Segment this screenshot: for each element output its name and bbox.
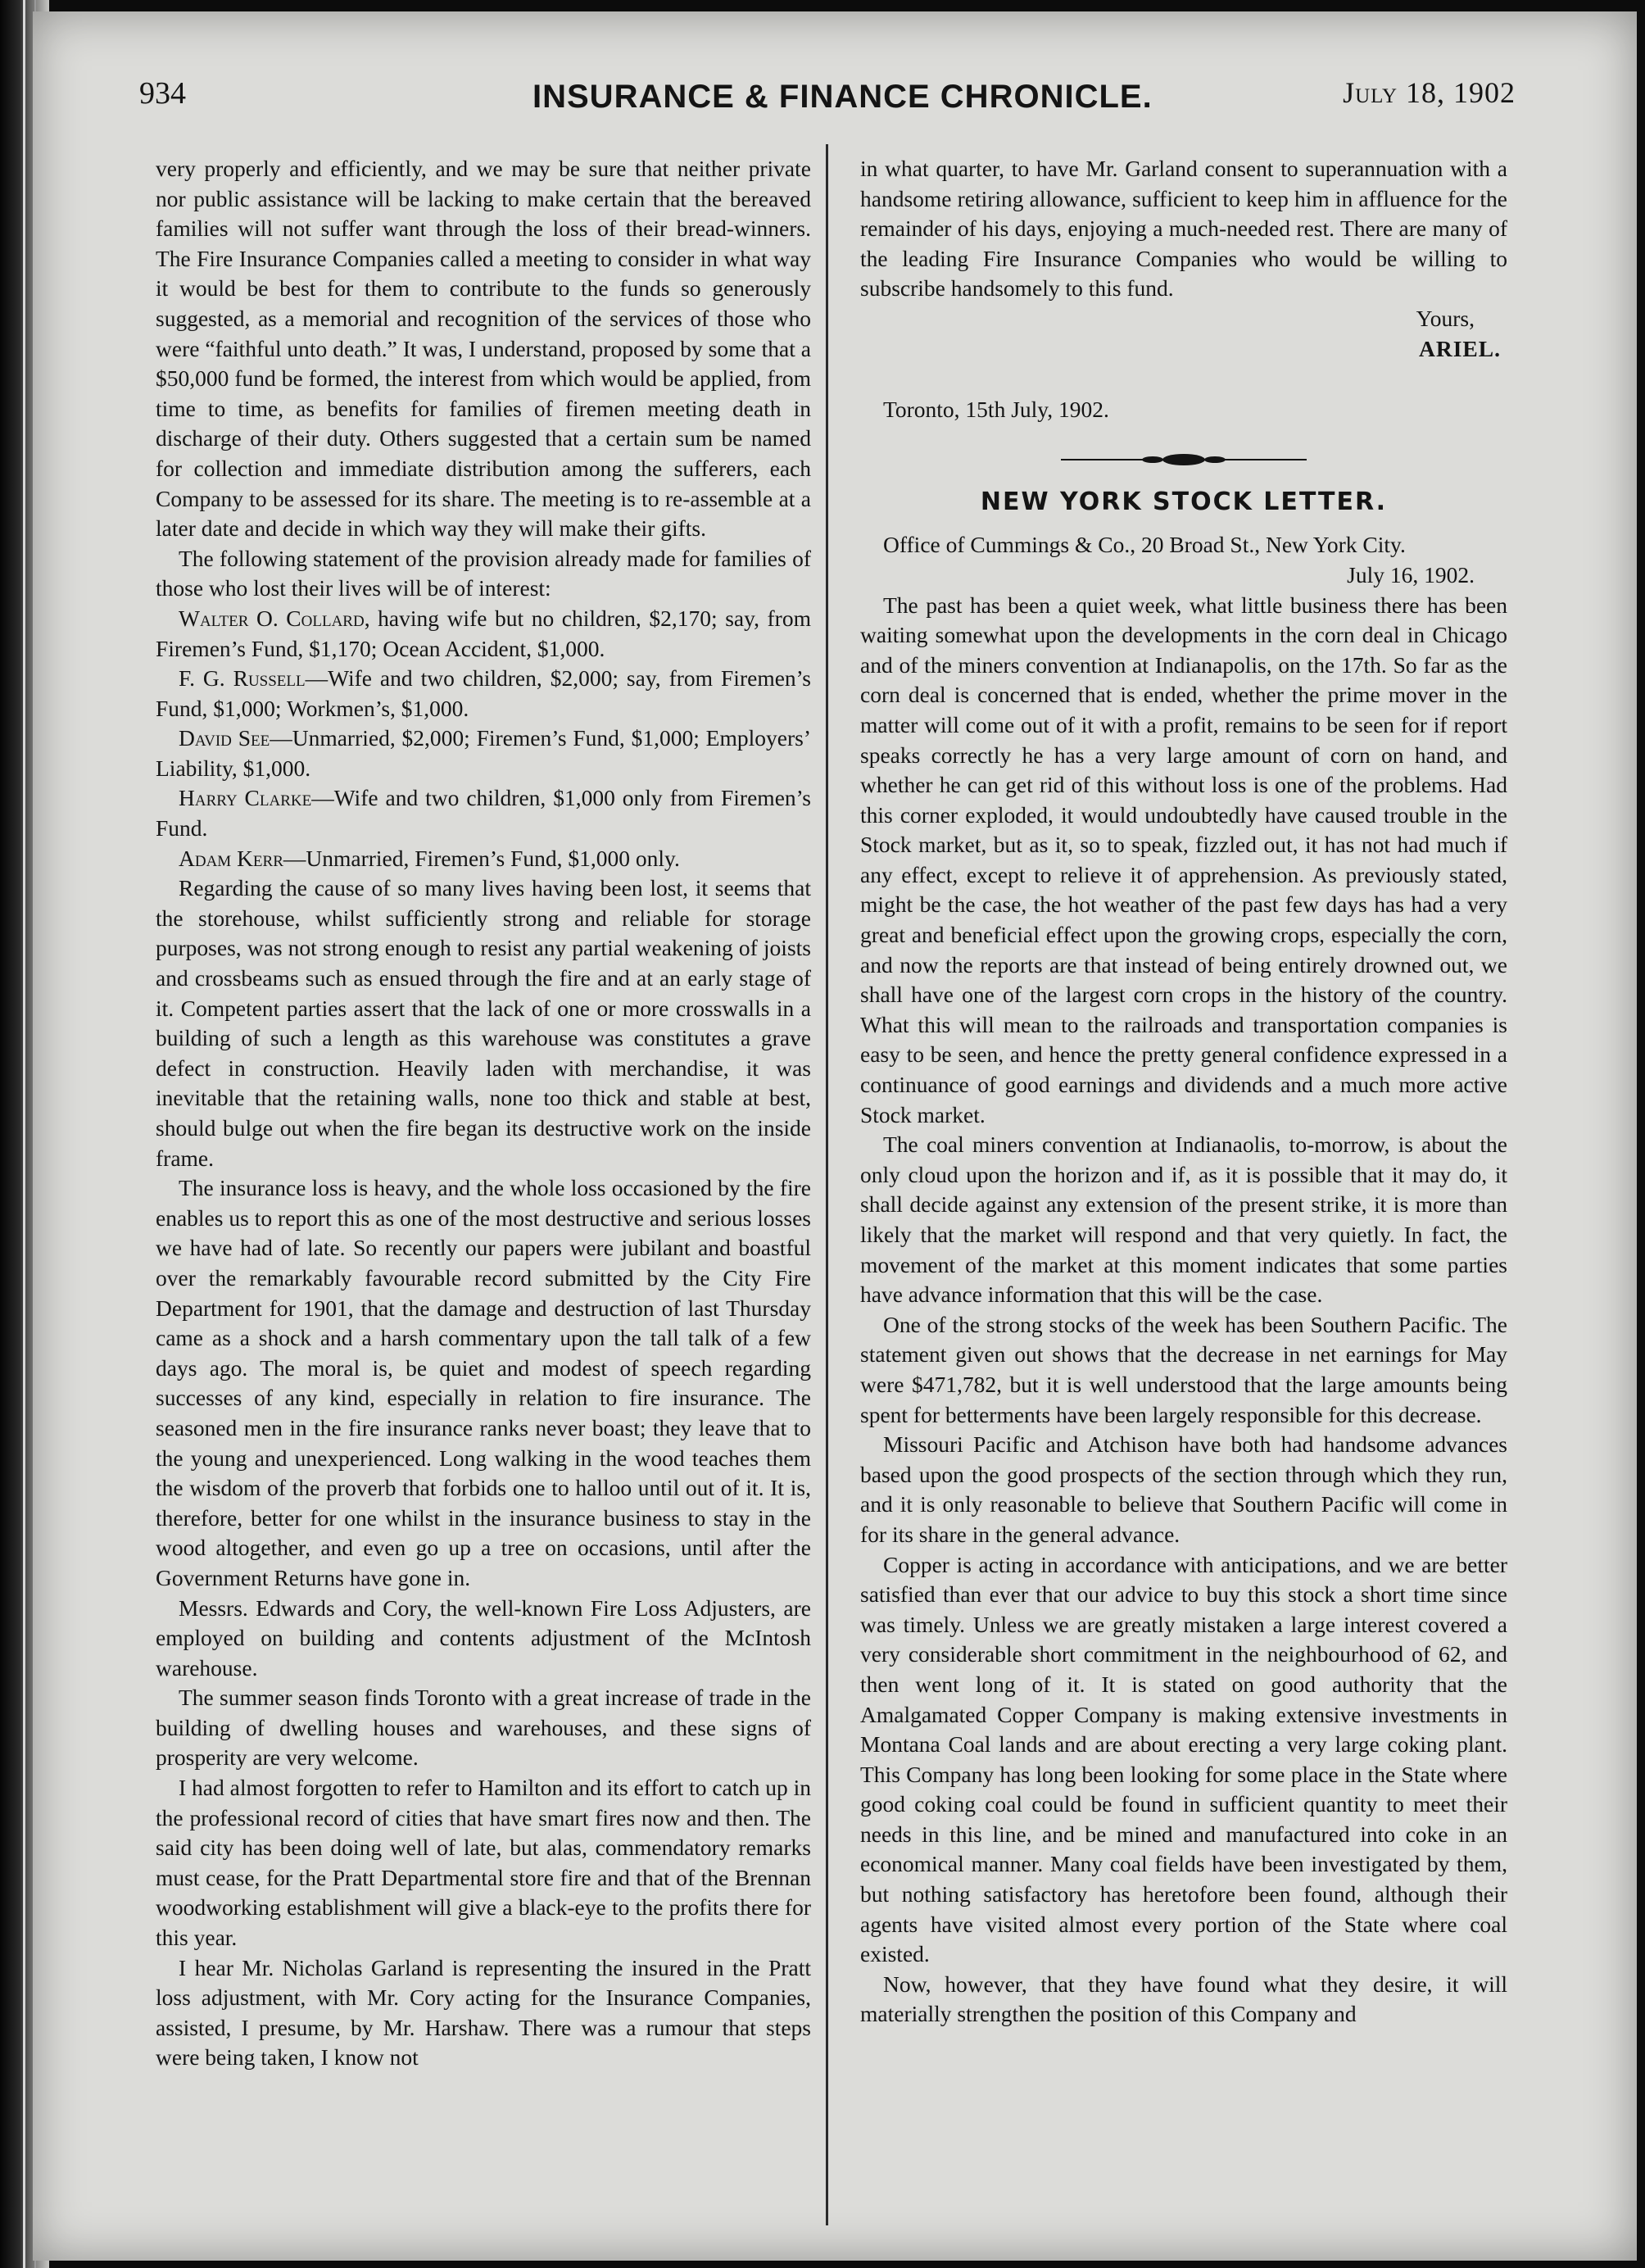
victim-entry — [156, 844, 811, 874]
publication-title: INSURANCE & FINANCE CHRONICLE. — [532, 79, 1153, 115]
victim-details: having wife but no children, $2,170; say, from Firemen’s Fund, $1,170; Ocean Accident, $1,000. — [156, 605, 811, 661]
letter-sign-off: Yours, — [1416, 305, 1475, 331]
paragraph: The insurance loss is heavy, and the whole loss occasioned by the fire enables us to report this as one of the most destructive and serious losses we have had of late. So recently our papers were jubilant and boastful over the remarkably favourable record submitted by the City Fire Department for 1901, that the damage and destruction of last Thursday came as a shock and a harsh commentary upon the tall talk of a few days ago. The moral is, be quiet and modest of speech regarding successes of any kind, especially in relation to fire insurance. The seasoned men in the fire insurance ranks never boast; they leave that to the young and unexperienced. Long walking in the wood teaches them the wisdom of the proverb that forbids one to halloo until out of it. It is, therefore, better for one whilst in the insurance business to stay in the wood altogether, and even go up a tree on occasions, until after the Government Returns have gone in. — [156, 1175, 811, 1590]
victim-details: —Wife and two children, $1,000 only from Firemen’s Fund. — [156, 785, 811, 841]
victim-entry — [156, 604, 811, 664]
paragraph: Regarding the cause of so many lives having been lost, it seems that the storehouse, whilst sufficiently strong and reliable for storage purposes, was not strong enough to resist any partial weakening of joists and crossbeams such as ensued through the fire and at an early stage of it. Competent parties assert that the lack of one or more crosswalls in a building of such a length as this warehouse was constitutes a grave defect in construction. Heavily laden with merchandise, it was inevitable that the retaining walls, none too thick and stable at best, should bulge out when the fire began its destructive work on the inside frame. — [156, 875, 811, 1171]
paragraph: One of the strong stocks of the week has been Southern Pacific. The statement given out shows that the decrease in net earnings for May were $471,782, but it is well understood that the large amounts being spent for betterments have been largely responsible for this decrease. — [860, 1311, 1507, 1427]
victim-name: Harry Clarke — [179, 785, 312, 811]
paragraph: I hear Mr. Nicholas Garland is representing the insured in the Pratt loss adjustment, with Mr. Cory acting for the Insurance Companies, assisted, I presume, by Mr. Harshaw. There was a rumour that steps were being taken, I know not — [156, 1954, 811, 2071]
letter-signature: ARIEL. — [1419, 335, 1501, 361]
victim-name: Walter O. Collard, — [179, 605, 370, 631]
left-column — [156, 154, 811, 2073]
binding-rule — [23, 0, 25, 2268]
victim-details: —Unmarried, $2,000; Firemen’s Fund, $1,000; Employers’ Liability, $1,000. — [156, 725, 811, 781]
paragraph: The past has been a quiet week, what little business there has been waiting somewhat upon the developments in the corn deal in Chicago and of the miners convention at Indianapolis, on the 17th. So far as the corn deal is concerned that is ended, whether the prime mover in the matter will come out of it with a profit, remains to be seen for if report speaks correctly he has a very large amount of corn on hand, and whether he can get rid of this without loss is one of the problems. Had this corner exploded, it would undoubtedly have caused trouble in the Stock market, but as it, so to speak, fizzled out, it has not had much if any effect, except to relieve it of apprehension. As previously stated, might be the case, the hot weather of the past few days has had a very great and beneficial effect upon the growing crops, especially the corn, and now the reports are that instead of being entirely drowned out, we shall have one of the largest corn crops in the history of the country. What this will mean to the railroads and transportation companies is easy to be seen, and hence the pretty general confidence expressed in a continuance of good earnings and dividends and a much more active Stock market. — [860, 592, 1507, 1127]
paragraph: in what quarter, to have Mr. Garland consent to superannuation with a handsome retiring allowance, sufficient to keep him in affluence for the remainder of his days, enjoying a much-needed rest. There are many of the leading Fire Insurance Companies who would be willing to subscribe handsomely to this fund. — [860, 156, 1507, 302]
paragraph: The summer season finds Toronto with a great increase of trade in the building of dwelling houses and warehouses, and these signs of prosperity are very welcome. — [156, 1685, 811, 1771]
letter-date: July 16, 1902. — [1347, 561, 1475, 587]
paragraph: Messrs. Edwards and Cory, the well-known Fire Loss Adjusters, are employed on building and contents adjustment of the McIntosh warehouse. — [156, 1594, 811, 1681]
victim-entry — [156, 664, 811, 723]
page-header — [139, 70, 1516, 128]
paragraph: Copper is acting in accordance with anticipations, and we are better satisfied than ever that our advice to buy this stock a short time since was timely. Unless we are greatly mistaken a large interest covered a very considerable short commitment in the neighbourhood of 62, and then went long of it. It is stated on good authority that the Amalgamated Copper Company is making extensive investments in Montana Coal lands and are about erecting a very large coking plant. This Company has long been looking for some place in the State where good coking coal could be found in sufficient quantity to meet their needs in this line, and be mined and manufactured into coke in an economical manner. Many coal fields have been investigated by them, but nothing satisfactory has heretofore been found, although their agents have visited almost every portion of the State where coal existed. — [860, 1551, 1507, 1967]
victim-name: F. G. Russell — [179, 665, 306, 692]
issue-date: July 18, 1902 — [1343, 76, 1516, 109]
section-heading: NEW YORK STOCK LETTER. — [980, 487, 1388, 516]
page-number: 934 — [139, 76, 186, 111]
paragraph: Now, however, that they have found what they desire, it will materially strengthen the position of this Company and — [860, 1971, 1507, 2027]
paragraph: The following statement of the provision already made for families of those who lost their lives will be of interest: — [156, 545, 811, 601]
victim-entry — [156, 723, 811, 783]
victim-details: —Unmarried, Firemen’s Fund, $1,000 only. — [283, 845, 680, 871]
paragraph: very properly and efficiently, and we may be sure that neither private nor public assistance will be lacking to make certain that the bereaved families will not suffer want through the loss of their bread-winners. The Fire Insurance Companies called a meeting to consider in what way it would be best for them to contribute to the funds so generously suggested, as a memorial and recognition of the services of those who were “faithful unto death.” It was, I understand, proposed by some that a $50,000 fund be formed, the interest from which would be applied, from time to time, as benefits for families of firemen meeting death in discharge of their duty. Others suggested that a certain sum be named for collection and immediate distribution among the sufferers, each Company to be assessed for its share. The meeting is to re-assemble at a later date and decide in which way they will make their gifts. — [156, 156, 811, 542]
victim-name: Adam Kerr — [179, 845, 283, 871]
paragraph: The coal miners convention at Indianaolis, to-morrow, is about the only cloud upon the horizon and if, as it is possible that it may do, it shall decide against any extension of the present strike, it is more than likely that the market will respond and that very quietly. In fact, the movement of the market at this moment indicates that some parties have advance information that this will be the case. — [860, 1132, 1507, 1308]
paragraph: I had almost forgotten to refer to Hamilton and its effort to catch up in the professional record of cities that have smart fires now and then. The said city has been doing well of late, but alas, commendatory remarks must cease, for the Pratt Departmental store fire and that of the Brennan woodworking establishment will give a black-eye to the profits there for this year. — [156, 1775, 811, 1951]
victim-entry — [156, 783, 811, 843]
office-address: Office of Cummings & Co., 20 Broad St., New York City. — [883, 532, 1406, 558]
letter-dateline: Toronto, 15th July, 1902. — [883, 397, 1109, 423]
section-ornament-icon — [1061, 451, 1307, 468]
victim-details: —Wife and two children, $2,000; say, from Firemen’s Fund, $1,000; Workmen’s, $1,000. — [156, 665, 812, 721]
paragraph: Missouri Pacific and Atchison have both had handsome advances based upon the good prospects of the section through which they run, and it is only reasonable to believe that Southern Pacific will come in for its share in the general advance. — [860, 1431, 1507, 1547]
right-column — [860, 154, 1507, 2030]
victim-name: David See — [179, 725, 270, 751]
column-divider — [826, 144, 828, 2225]
